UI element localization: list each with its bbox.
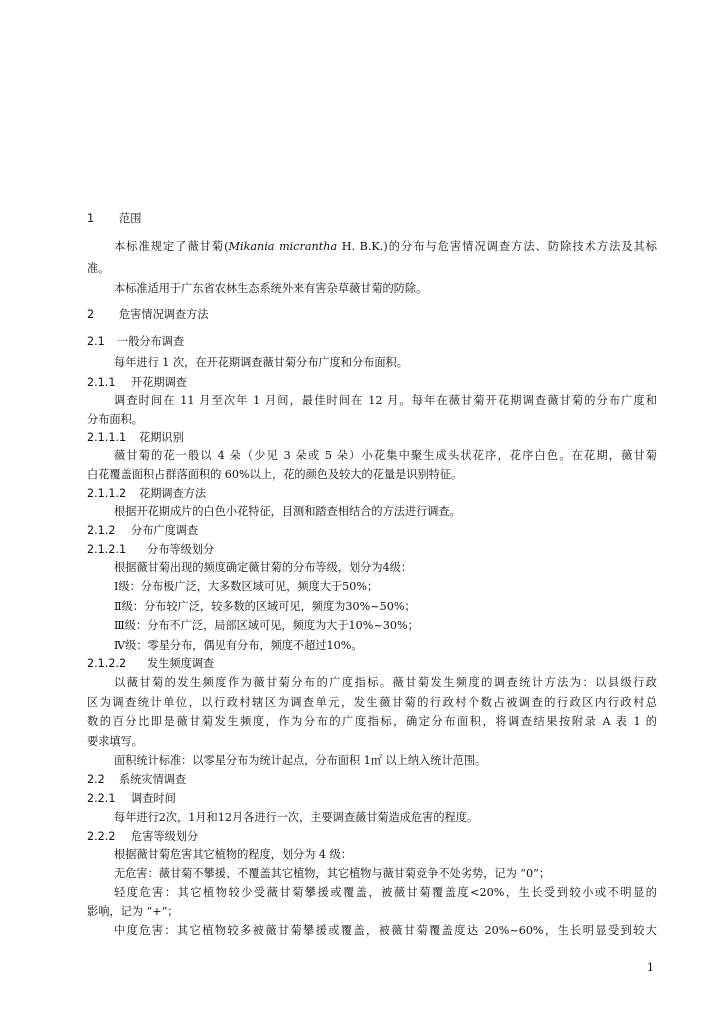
section-number: 2 (87, 308, 95, 321)
section-title: 危害情况调查方法 (119, 308, 209, 321)
section-2-1-2-2-paragraph-l1: 以薇甘菊的发生频度作为薇甘菊分布的广度指标。薇甘菊发生频度的调查统计方法为：以县级行政 (114, 676, 657, 689)
section-2-1-1-1-paragraph-l1: 薇甘菊的花一般以 4 朵（少见 3 朵或 5 朵）小花集中聚生成头状花序，花序白色。在花期，薇甘菊 (114, 449, 657, 462)
latin-name: Mikania micrantha (228, 240, 338, 253)
section-1-paragraph-2: 本标准适用于广东省农林生态系统外来有害杂草薇甘菊的防除。 (114, 282, 428, 295)
section-title: 开花期调查 (131, 376, 187, 389)
hazard-level-none: 无危害：薇甘菊不攀援、不覆盖其它植物，其它植物与薇甘菊竞争不处劣势，记为 “0”； (114, 867, 551, 880)
section-number: 2.2.1 (87, 792, 116, 805)
section-2-1-2-2-heading (87, 656, 657, 672)
section-2-heading (87, 307, 657, 323)
section-2-1-2-2-paragraph-l4: 要求填写。 (87, 735, 143, 748)
section-2-1-1-heading (87, 375, 657, 391)
distribution-level-item: Ⅱ级：分布较广泛，较多数的区域可见，频度为30%~50%； (114, 600, 416, 613)
section-number: 2.2 (87, 773, 105, 786)
area-statistics-standard: 面积统计标准：以零星分布为统计起点，分布面积 1㎡ 以上纳入统计范围。 (114, 754, 487, 767)
section-number: 2.1.1.1 (87, 431, 127, 444)
section-2-1-2-1-heading (87, 542, 657, 558)
section-number: 2.1.2.2 (87, 657, 127, 670)
section-2-1-1-1-heading (87, 430, 657, 446)
section-number: 1 (87, 212, 95, 225)
section-2-1-heading (87, 334, 657, 350)
section-2-1-paragraph: 每年进行 1 次，在开花期调查薇甘菊分布广度和分布面积。 (114, 356, 408, 369)
section-title: 系统灾情调查 (119, 773, 187, 786)
section-2-2-heading (87, 772, 657, 788)
section-number: 2.1.1.2 (87, 487, 127, 500)
text: 本标准规定了薇甘菊( (114, 240, 229, 253)
section-1-paragraph-1 (114, 239, 657, 255)
section-1-heading (87, 211, 657, 227)
section-2-2-1-heading (87, 791, 657, 807)
section-title: 花期调查方法 (139, 487, 207, 500)
section-2-2-2-heading (87, 829, 657, 845)
section-number: 2.2.2 (87, 830, 116, 843)
hazard-levels-intro: 根据薇甘菊危害其它植物的程度，划分为 4 级： (114, 848, 352, 861)
section-title: 调查时间 (131, 792, 176, 805)
text: H. B.K.)的分布与危害情况调查方法、防除技术方法及其标 (337, 240, 657, 253)
hazard-level-light-l2: 影响，记为 “+”； (87, 905, 179, 918)
distribution-levels-intro: 根据薇甘菊出现的频度确定薇甘菊的分布等级，划分为4级： (114, 561, 412, 574)
distribution-level-item: Ⅳ级：零星分布，偶见有分布，频度不超过10%。 (114, 639, 363, 652)
section-number: 2.1 (87, 335, 105, 348)
section-2-1-2-2-paragraph-l2: 区为调查统计单位，以行政村辖区为调查单元，发生薇甘菊的行政村个数占被调查的行政区内行政村总 (87, 696, 657, 709)
section-number: 2.1.2.1 (87, 543, 127, 556)
section-number: 2.1.1 (87, 376, 116, 389)
section-2-2-1-paragraph: 每年进行2次，1月和12月各进行一次，主要调查薇甘菊造成危害的程度。 (114, 811, 479, 824)
section-1-paragraph-1-cont: 准。 (87, 262, 110, 275)
hazard-level-medium-l1: 中度危害：其它植物较多被薇甘菊攀援或覆盖，被薇甘菊覆盖度达 20%~60%，生长明显受到较大 (114, 924, 657, 937)
page-number: 1 (647, 961, 654, 974)
section-title: 危害等级划分 (131, 830, 199, 843)
section-number: 2.1.2 (87, 524, 116, 537)
distribution-level-item: Ⅰ级：分布极广泛，大多数区域可见，频度大于50%； (114, 580, 379, 593)
section-title: 一般分布调查 (117, 335, 185, 348)
section-title: 花期识别 (139, 431, 184, 444)
section-title: 范围 (119, 212, 142, 225)
section-title: 分布等级划分 (147, 543, 215, 556)
section-2-1-2-heading (87, 523, 657, 539)
section-title: 分布广度调查 (131, 524, 199, 537)
hazard-level-light-l1: 轻度危害：其它植物较少受薇甘菊攀援或覆盖，被薇甘菊覆盖度<20%，生长受到较小或不明显的 (114, 886, 657, 899)
section-2-1-1-1-paragraph-l2: 白花覆盖面积占群落面积的 60%以上，花的颜色及较大的花量是识别特征。 (87, 468, 463, 481)
section-title: 发生频度调查 (147, 657, 215, 670)
section-2-1-1-2-heading (87, 486, 657, 502)
distribution-level-item: Ⅲ级：分布不广泛，局部区域可见，频度为大于10%~30%； (114, 619, 419, 632)
section-2-1-1-paragraph-l2: 分布面积。 (87, 413, 143, 426)
section-2-1-1-paragraph-l1: 调查时间在 11 月至次年 1 月间，最佳时间在 12 月。每年在薇甘菊开花期调查薇甘菊的分布广度和 (114, 394, 657, 407)
section-2-1-1-2-paragraph: 根据开花期成片的白色小花特征，目测和踏查相结合的方法进行调查。 (114, 505, 461, 518)
section-2-1-2-2-paragraph-l3: 数的百分比即是薇甘菊发生频度，作为分布的广度指标，确定分布面积，将调查结果按附录 A 表 1 的 (87, 715, 657, 728)
